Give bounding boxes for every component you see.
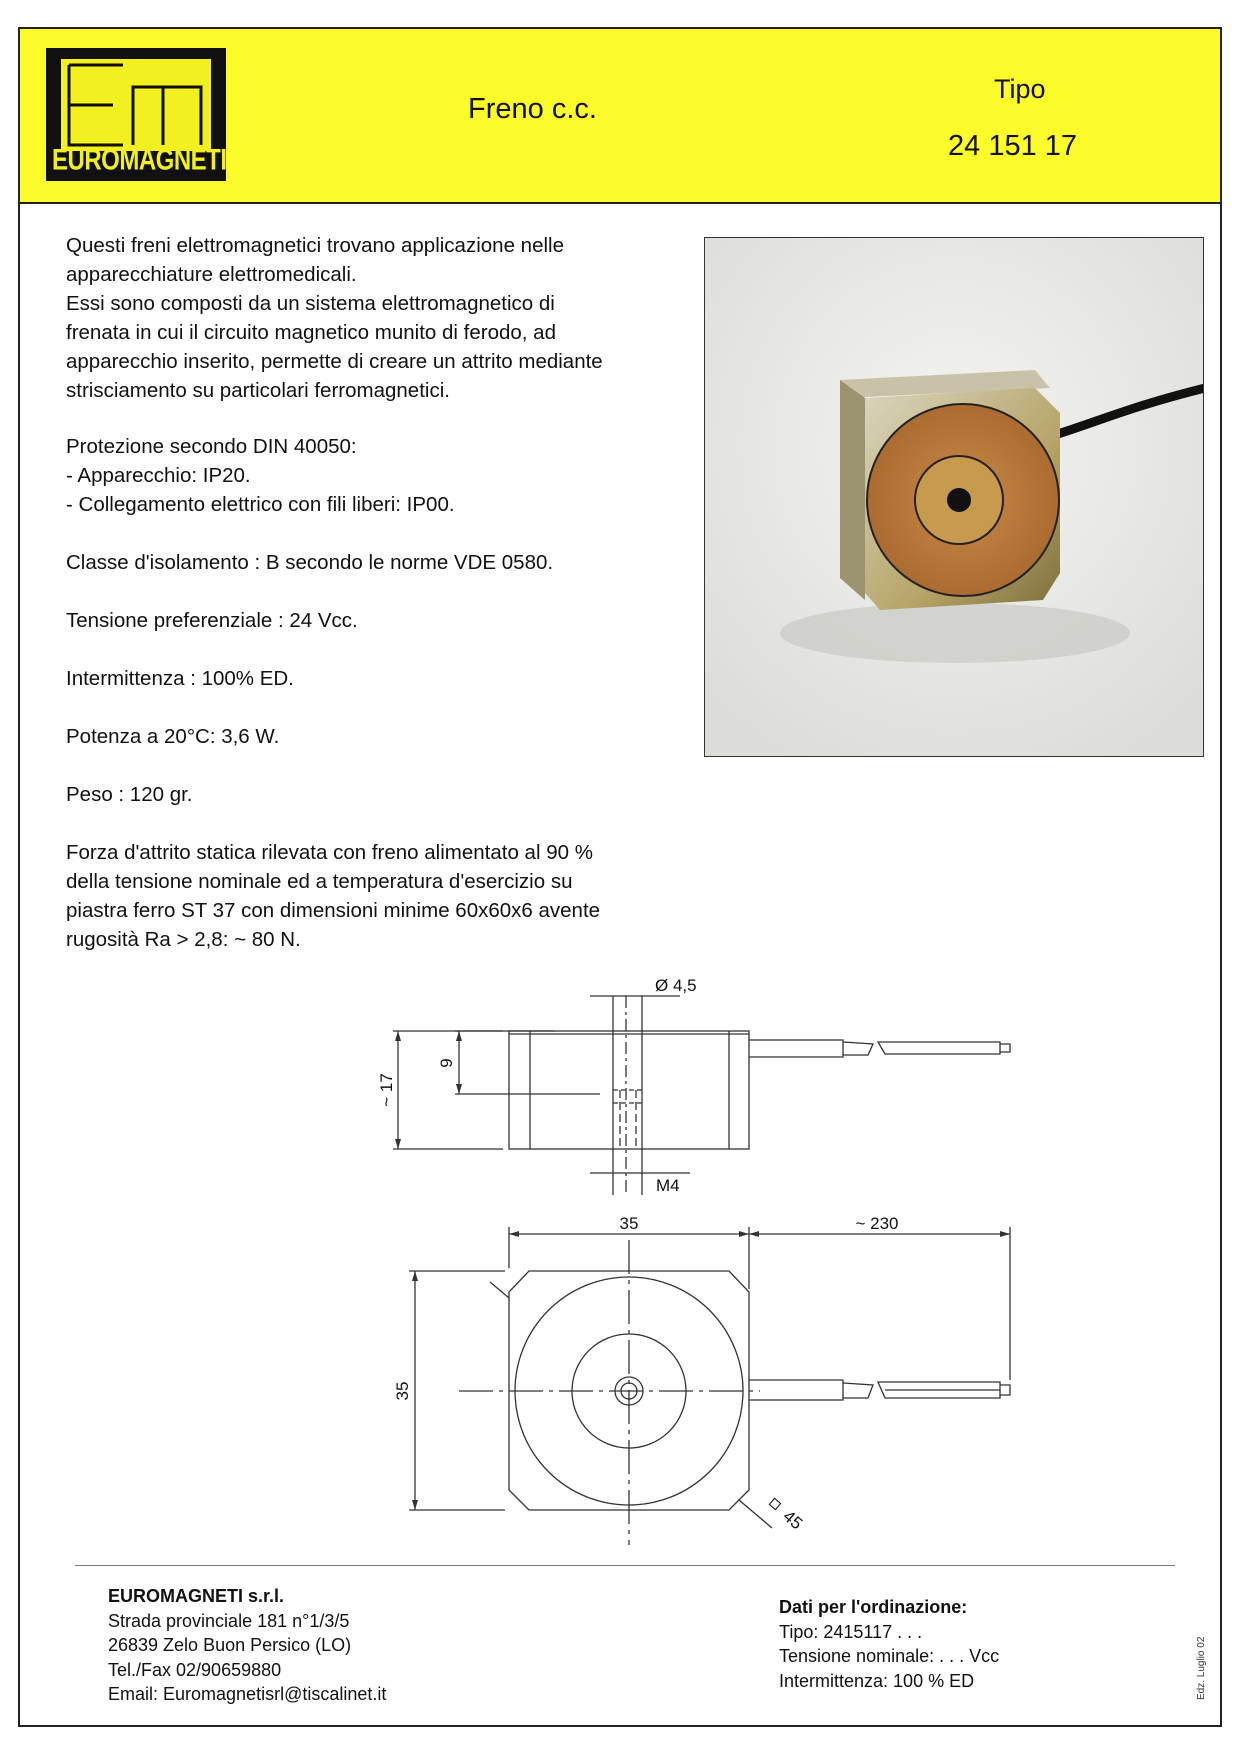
edition-note: Edz. Luglio 02 xyxy=(1196,1636,1207,1700)
company-info xyxy=(108,1584,386,1707)
height-label: ~ 17 xyxy=(377,1073,396,1107)
protection-line: - Collegamento elettrico con fili liberi: IP00. xyxy=(66,493,455,516)
cable-length-label: ~ 230 xyxy=(855,1214,899,1233)
dimension-labels xyxy=(377,976,899,1533)
voltage-spec: Tensione preferenziale : 24 Vcc. xyxy=(66,609,358,632)
order-info xyxy=(779,1595,999,1693)
protection-line: Protezione secondo DIN 40050: xyxy=(66,435,357,458)
weight-spec: Peso : 120 gr. xyxy=(66,783,193,806)
company-email: Email: Euromagnetisrl@tiscalinet.it xyxy=(108,1684,387,1704)
desc-line: apparecchio inserito, permette di creare un attrito mediante xyxy=(66,350,603,373)
insulation-spec: Classe d'isolamento : B secondo le norme VDE 0580. xyxy=(66,551,554,574)
order-title: Dati per l'ordinazione: xyxy=(779,1597,968,1617)
desc-line: frenata in cui il circuito magnetico munito di ferodo, ad xyxy=(66,321,556,344)
product-title: Freno c.c. xyxy=(468,93,597,125)
order-type: Tipo: 2415117 . . . xyxy=(779,1621,923,1642)
desc-line: strisciamento su particolari ferromagnetici. xyxy=(66,379,450,402)
square-symbol-icon xyxy=(769,1498,780,1509)
depth-label: 9 xyxy=(437,1058,456,1068)
protection-line: - Apparecchio: IP20. xyxy=(66,464,251,487)
side-view-arrows xyxy=(395,1031,462,1149)
desc-line: apparecchiature elettromedicali. xyxy=(66,263,357,286)
footer-rule xyxy=(75,1565,1175,1566)
company-address-1: Strada provinciale 181 n°1/3/5 xyxy=(108,1610,350,1631)
company-name: EUROMAGNETI s.r.l. xyxy=(108,1586,285,1606)
side-label: 35 xyxy=(393,1381,412,1401)
thread-label: M4 xyxy=(656,1176,680,1195)
tipo-label: Tipo xyxy=(994,74,1046,104)
side-view xyxy=(393,996,1010,1195)
desc-line: Questi freni elettromagnetici trovano applicazione nelle xyxy=(66,234,564,257)
tipo-code: 24 151 17 xyxy=(948,130,1078,162)
desc-line: Essi sono composti da un sistema elettromagnetico di xyxy=(66,292,555,315)
power-spec: Potenza a 20°C: 3,6 W. xyxy=(66,725,280,748)
company-address-2: 26839 Zelo Buon Persico (LO) xyxy=(108,1635,352,1655)
company-phone: Tel./Fax 02/90659880 xyxy=(108,1659,282,1680)
order-duty: Intermittenza: 100 % ED xyxy=(779,1670,975,1691)
duty-spec: Intermittenza : 100% ED. xyxy=(66,667,294,690)
hole-diameter-label: Ø 4,5 xyxy=(655,976,697,995)
logo-name: EUROMAGNETI xyxy=(52,143,227,177)
order-voltage: Tensione nominale: . . . Vcc xyxy=(779,1646,1000,1666)
chamfer-label: 45 xyxy=(779,1506,807,1534)
friction-line: Forza d'attrito statica rilevata con freno alimentato al 90 % xyxy=(66,841,593,864)
friction-line: rugosità Ra > 2,8: ~ 80 N. xyxy=(66,928,301,951)
width-label: 35 xyxy=(619,1214,639,1233)
front-view-arrows xyxy=(412,1231,1010,1510)
friction-line: della tensione nominale ed a temperatura d'esercizio su xyxy=(66,870,573,893)
front-view xyxy=(409,1227,1010,1545)
friction-line: piastra ferro ST 37 con dimensioni minime 60x60x6 avente xyxy=(66,899,601,922)
